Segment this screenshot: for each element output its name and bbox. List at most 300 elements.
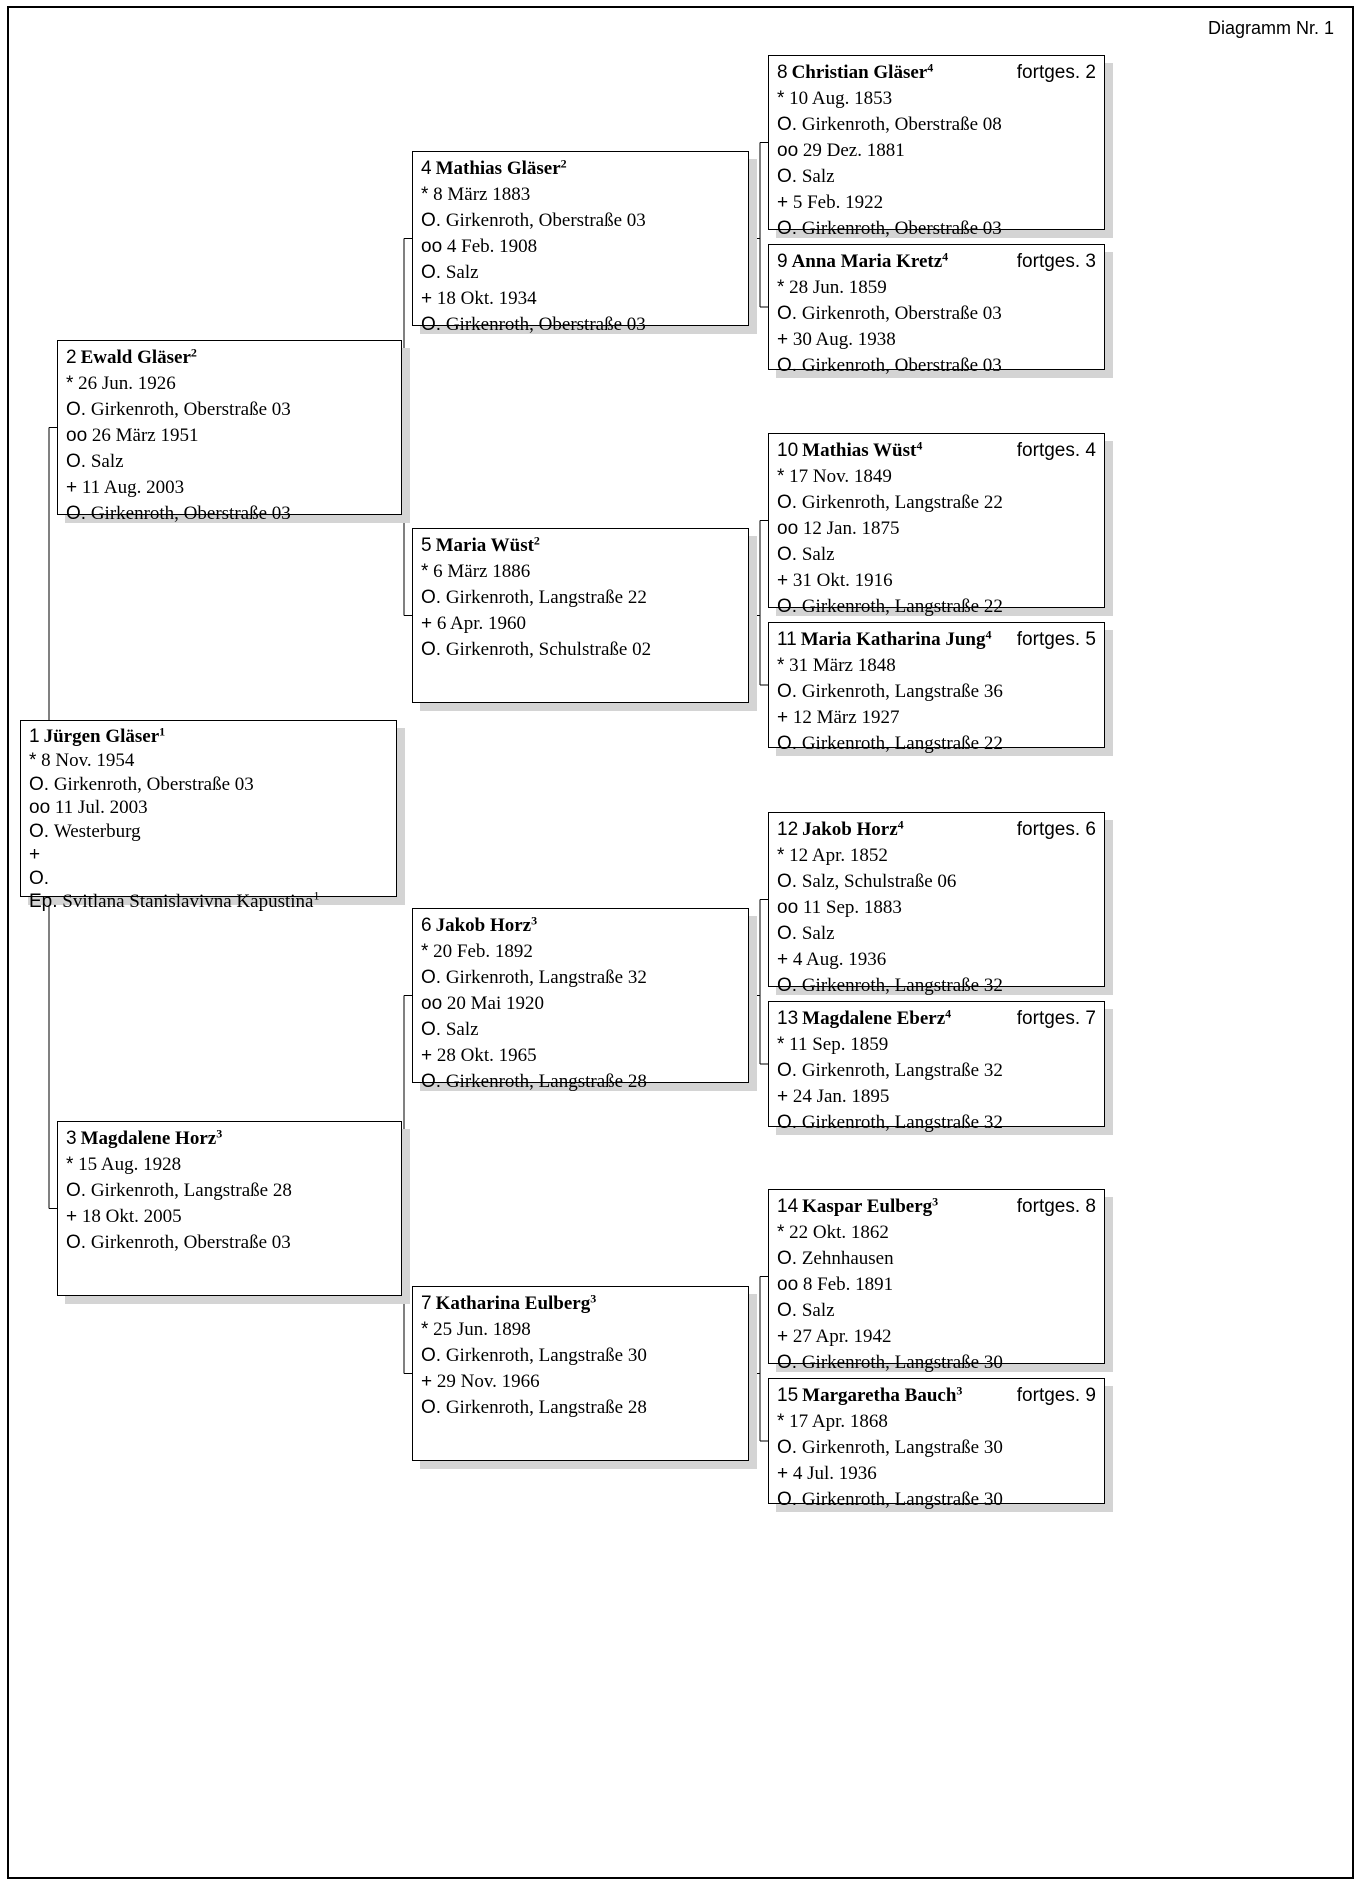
fact-value: Salz — [445, 1019, 479, 1040]
fact-symbol: O. — [421, 967, 442, 988]
person-header — [421, 534, 740, 559]
fact-value: 31 März 1848 — [789, 655, 896, 676]
fact-symbol: O. — [777, 1352, 798, 1373]
fact-value: Zehnhausen — [801, 1248, 894, 1269]
person-fact-row — [66, 1152, 393, 1178]
fact-symbol: O. — [66, 1232, 87, 1253]
fact-symbol: O. — [421, 210, 442, 231]
fact-value: Girkenroth, Langstraße 32 — [801, 975, 1003, 996]
person-name: Mathias Gläser — [435, 158, 561, 179]
fact-symbol: O. — [421, 1397, 442, 1418]
person-fact-row — [66, 449, 393, 475]
person-fact-row — [777, 353, 1096, 379]
fact-symbol: * — [777, 1222, 785, 1243]
person-header — [777, 818, 1096, 843]
person-fact-row — [66, 397, 393, 423]
fact-symbol: O. — [777, 1060, 798, 1081]
fact-symbol: O. — [421, 1071, 442, 1092]
fact-value: Girkenroth, Langstraße 30 — [801, 1437, 1003, 1458]
person-box-4 — [412, 151, 749, 335]
fact-symbol: O. — [777, 871, 798, 892]
person-fact-row — [777, 653, 1096, 679]
person-fact-row — [421, 939, 740, 965]
fact-symbol: O. — [29, 867, 50, 889]
fact-symbol: O. — [777, 1248, 798, 1269]
fact-symbol: + — [421, 288, 433, 309]
person-name: Anna Maria Kretz — [791, 251, 943, 272]
person-name: Jürgen Gläser — [43, 726, 160, 747]
fact-symbol: O. — [777, 596, 798, 617]
fact-symbol: * — [66, 1154, 74, 1175]
fact-symbol: + — [66, 1206, 78, 1227]
fact-symbol: O. — [66, 503, 87, 524]
fact-symbol: O. — [421, 587, 442, 608]
source-reference: 3 — [216, 1126, 223, 1141]
source-reference: 3 — [956, 1383, 963, 1398]
person-fact-row — [421, 260, 740, 286]
person-header — [777, 61, 1096, 86]
fact-symbol: + — [777, 1086, 789, 1107]
person-number: 9 — [777, 251, 788, 272]
fact-symbol: * — [777, 845, 785, 866]
person-fact-row — [777, 1084, 1096, 1110]
fact-value: 12 Jan. 1875 — [802, 518, 900, 539]
person-fact-row — [777, 1220, 1096, 1246]
fact-symbol: oo — [777, 518, 799, 539]
fact-symbol: O. — [777, 355, 798, 376]
person-number: 11 — [777, 629, 797, 650]
fact-value: 10 Aug. 1853 — [789, 88, 893, 109]
person-name: Magdalene Eberz — [802, 1008, 946, 1029]
person-fact-row — [777, 947, 1096, 973]
person-fact-row — [421, 1395, 740, 1421]
continuation-reference: fortges. 4 — [1016, 440, 1096, 461]
fact-value: 30 Aug. 1938 — [792, 329, 896, 350]
person-header — [777, 628, 1096, 653]
fact-symbol: O. — [777, 166, 798, 187]
person-fact-row — [777, 1246, 1096, 1272]
fact-value: Girkenroth, Langstraße 32 — [801, 1112, 1003, 1133]
fact-symbol: + — [777, 1326, 789, 1347]
fact-symbol: Ep. — [29, 891, 58, 912]
person-number: 15 — [777, 1385, 799, 1406]
person-fact-row — [29, 773, 388, 797]
fact-value: 6 Apr. 1960 — [436, 613, 527, 634]
fact-value: 24 Jan. 1895 — [792, 1086, 890, 1107]
person-fact-row — [421, 208, 740, 234]
person-fact-row — [421, 1317, 740, 1343]
person-fact-row — [777, 542, 1096, 568]
person-fact-row — [421, 991, 740, 1017]
person-fact-row — [421, 234, 740, 260]
fact-symbol: * — [421, 941, 429, 962]
fact-value: 8 März 1883 — [433, 184, 531, 205]
fact-symbol: oo — [421, 993, 443, 1014]
fact-symbol: O. — [777, 114, 798, 135]
person-fact-row — [777, 921, 1096, 947]
person-header — [421, 157, 740, 182]
source-reference: 2 — [560, 156, 567, 171]
fact-value: Girkenroth, Langstraße 22 — [801, 596, 1003, 617]
fact-value: 20 Mai 1920 — [446, 993, 544, 1014]
fact-symbol: O. — [66, 1180, 87, 1201]
person-header — [777, 1007, 1096, 1032]
fact-symbol: O. — [777, 492, 798, 513]
person-number: 13 — [777, 1008, 799, 1029]
fact-symbol: O. — [421, 1019, 442, 1040]
person-fact-row — [777, 1409, 1096, 1435]
fact-symbol: O. — [777, 975, 798, 996]
person-number: 2 — [66, 347, 77, 368]
continuation-reference: fortges. 7 — [1016, 1008, 1096, 1029]
fact-symbol: * — [421, 1319, 429, 1340]
person-fact-row — [421, 1069, 740, 1095]
person-fact-row — [777, 164, 1096, 190]
person-box-6 — [412, 908, 749, 1092]
fact-value: Salz, Schulstraße 06 — [801, 871, 957, 892]
fact-value: Girkenroth, Oberstraße 03 — [90, 399, 291, 420]
person-fact-row — [66, 1178, 393, 1204]
fact-symbol: O. — [777, 218, 798, 239]
fact-symbol: oo — [29, 797, 51, 818]
person-fact-row — [421, 312, 740, 338]
fact-symbol: * — [777, 277, 785, 298]
person-header — [777, 1384, 1096, 1409]
fact-value: 26 Jun. 1926 — [78, 373, 176, 394]
fact-symbol: O. — [777, 923, 798, 944]
person-name: Margaretha Bauch — [802, 1385, 957, 1406]
source-reference: 3 — [932, 1194, 939, 1209]
person-fact-row — [777, 1032, 1096, 1058]
fact-symbol: O. — [29, 820, 50, 842]
person-fact-row — [29, 796, 388, 820]
person-fact-row — [421, 965, 740, 991]
person-box-1 — [20, 720, 397, 912]
person-name: Katharina Eulberg — [435, 1293, 591, 1314]
source-reference: 2 — [190, 345, 197, 360]
person-fact-row — [777, 568, 1096, 594]
fact-symbol: O. — [777, 544, 798, 565]
fact-symbol: oo — [421, 236, 443, 257]
person-name: Kaspar Eulberg — [802, 1196, 933, 1217]
person-fact-row — [29, 820, 388, 844]
fact-symbol: + — [777, 707, 789, 728]
person-fact-row — [421, 1043, 740, 1069]
fact-symbol: O. — [421, 262, 442, 283]
fact-symbol: + — [66, 477, 78, 498]
fact-symbol: O. — [777, 303, 798, 324]
person-box-11 — [768, 622, 1105, 754]
person-name: Jakob Horz — [802, 819, 898, 840]
person-fact-row — [29, 843, 388, 867]
person-fact-row — [421, 585, 740, 611]
fact-value: 17 Nov. 1849 — [789, 466, 892, 487]
fact-value: Svitlana Stanislavivna Kapustina — [62, 891, 314, 912]
person-header — [777, 1195, 1096, 1220]
fact-value: Girkenroth, Oberstraße 03 — [801, 303, 1002, 324]
fact-value: 31 Okt. 1916 — [792, 570, 893, 591]
person-number: 5 — [421, 535, 432, 556]
continuation-reference: fortges. 9 — [1016, 1385, 1096, 1406]
person-fact-row — [66, 371, 393, 397]
person-number: 12 — [777, 819, 799, 840]
person-header — [29, 726, 388, 749]
fact-symbol: + — [777, 329, 789, 350]
person-fact-row — [777, 1058, 1096, 1084]
source-reference: 1 — [159, 724, 166, 739]
fact-value: Girkenroth, Oberstraße 03 — [90, 1232, 291, 1253]
person-fact-row — [421, 559, 740, 585]
person-fact-row — [66, 501, 393, 527]
fact-value: 27 Apr. 1942 — [792, 1326, 892, 1347]
continuation-reference: fortges. 5 — [1016, 629, 1096, 650]
person-box-12 — [768, 812, 1105, 996]
person-fact-row — [777, 1487, 1096, 1513]
person-fact-row — [777, 594, 1096, 620]
fact-value: Salz — [801, 923, 835, 944]
person-name: Christian Gläser — [791, 62, 928, 83]
fact-symbol: * — [66, 373, 74, 394]
source-reference: 3 — [531, 913, 538, 928]
fact-value: 8 Nov. 1954 — [41, 750, 135, 771]
fact-value: 15 Aug. 1928 — [78, 1154, 182, 1175]
continuation-reference: fortges. 8 — [1016, 1196, 1096, 1217]
person-name: Maria Katharina Jung — [800, 629, 986, 650]
fact-value: 22 Okt. 1862 — [789, 1222, 889, 1243]
fact-value: 12 Apr. 1852 — [789, 845, 888, 866]
fact-value: 5 Feb. 1922 — [792, 192, 884, 213]
person-fact-row — [421, 1017, 740, 1043]
person-header — [777, 250, 1096, 275]
person-fact-row — [777, 190, 1096, 216]
fact-value: 11 Jul. 2003 — [54, 797, 148, 818]
person-box-14 — [768, 1189, 1105, 1373]
fact-symbol: oo — [777, 140, 799, 161]
fact-value: Girkenroth, Oberstraße 08 — [801, 114, 1002, 135]
person-fact-row — [421, 1343, 740, 1369]
fact-symbol: * — [777, 466, 785, 487]
person-fact-row — [29, 890, 388, 914]
fact-value: Girkenroth, Oberstraße 03 — [53, 773, 254, 795]
person-fact-row — [777, 138, 1096, 164]
fact-symbol: O. — [421, 1345, 442, 1366]
person-box-7 — [412, 1286, 749, 1461]
continuation-reference: fortges. 6 — [1016, 819, 1096, 840]
fact-value: 17 Apr. 1868 — [789, 1411, 888, 1432]
person-number: 3 — [66, 1128, 77, 1149]
person-fact-row — [777, 679, 1096, 705]
fact-value: Salz — [801, 544, 835, 565]
fact-symbol: O. — [421, 314, 442, 335]
person-box-9 — [768, 244, 1105, 376]
person-number: 7 — [421, 1293, 432, 1314]
fact-symbol: * — [421, 561, 429, 582]
fact-value: Salz — [445, 262, 479, 283]
person-name: Ewald Gläser — [80, 347, 191, 368]
fact-symbol: * — [777, 88, 785, 109]
person-fact-row — [777, 464, 1096, 490]
fact-value: Girkenroth, Langstraße 30 — [445, 1345, 647, 1366]
person-fact-row — [777, 112, 1096, 138]
fact-symbol: oo — [777, 897, 799, 918]
person-name: Jakob Horz — [435, 915, 532, 936]
fact-value: 4 Feb. 1908 — [446, 236, 538, 257]
fact-value: Westerburg — [53, 820, 141, 842]
fact-value: Girkenroth, Langstraße 30 — [801, 1489, 1003, 1510]
source-reference: 4 — [916, 438, 923, 453]
spouse-reference: 1 — [313, 888, 320, 903]
fact-symbol: * — [421, 184, 429, 205]
fact-value: Girkenroth, Langstraße 32 — [801, 1060, 1003, 1081]
person-fact-row — [421, 182, 740, 208]
person-fact-row — [777, 731, 1096, 757]
person-fact-row — [777, 275, 1096, 301]
fact-value: Girkenroth, Schulstraße 02 — [445, 639, 652, 660]
source-reference: 4 — [927, 60, 934, 75]
fact-symbol: O. — [777, 1489, 798, 1510]
person-fact-row — [421, 611, 740, 637]
fact-symbol: O. — [29, 773, 50, 795]
fact-symbol: O. — [777, 1300, 798, 1321]
person-box-3 — [57, 1121, 402, 1296]
fact-value: Girkenroth, Oberstraße 03 — [445, 314, 646, 335]
fact-value: 29 Nov. 1966 — [436, 1371, 540, 1392]
fact-symbol: oo — [777, 1274, 799, 1295]
fact-symbol: * — [777, 655, 785, 676]
fact-symbol: O. — [777, 681, 798, 702]
person-name: Magdalene Horz — [80, 1128, 217, 1149]
person-fact-row — [777, 1272, 1096, 1298]
fact-value: Girkenroth, Langstraße 28 — [445, 1397, 647, 1418]
person-fact-row — [777, 843, 1096, 869]
fact-symbol: O. — [66, 399, 87, 420]
source-reference: 4 — [942, 249, 949, 264]
fact-value: 4 Jul. 1936 — [792, 1463, 877, 1484]
fact-value: 18 Okt. 2005 — [81, 1206, 182, 1227]
person-fact-row — [66, 1204, 393, 1230]
person-header — [421, 1292, 740, 1317]
person-fact-row — [777, 516, 1096, 542]
person-fact-row — [777, 1324, 1096, 1350]
person-number: 4 — [421, 158, 432, 179]
fact-value: 29 Dez. 1881 — [802, 140, 905, 161]
diagram-page — [7, 6, 1354, 1879]
fact-symbol: O. — [777, 733, 798, 754]
fact-symbol: + — [777, 949, 789, 970]
fact-value: Girkenroth, Langstraße 22 — [445, 587, 647, 608]
person-fact-row — [29, 867, 388, 891]
fact-value: 28 Okt. 1965 — [436, 1045, 537, 1066]
person-number: 1 — [29, 726, 40, 747]
person-fact-row — [421, 1369, 740, 1395]
fact-symbol: * — [29, 750, 37, 771]
continuation-reference: fortges. 2 — [1016, 62, 1096, 83]
person-number: 14 — [777, 1196, 799, 1217]
person-number: 8 — [777, 62, 788, 83]
continuation-reference: fortges. 3 — [1016, 251, 1096, 272]
person-fact-row — [777, 705, 1096, 731]
fact-value: 8 Feb. 1891 — [802, 1274, 894, 1295]
fact-symbol: O. — [421, 639, 442, 660]
person-header — [421, 914, 740, 939]
fact-value: 26 März 1951 — [91, 425, 199, 446]
fact-value: Girkenroth, Langstraße 22 — [801, 492, 1003, 513]
person-fact-row — [777, 1350, 1096, 1376]
fact-symbol: + — [29, 844, 41, 865]
person-box-13 — [768, 1001, 1105, 1133]
fact-value: Salz — [801, 166, 835, 187]
person-fact-row — [66, 475, 393, 501]
fact-value: Girkenroth, Langstraße 28 — [90, 1180, 292, 1201]
person-fact-row — [777, 1435, 1096, 1461]
person-fact-row — [777, 301, 1096, 327]
source-reference: 4 — [945, 1006, 952, 1021]
person-fact-row — [777, 895, 1096, 921]
person-fact-row — [421, 286, 740, 312]
person-fact-row — [777, 1110, 1096, 1136]
person-box-10 — [768, 433, 1105, 617]
person-header — [66, 1127, 393, 1152]
fact-value: 6 März 1886 — [433, 561, 531, 582]
person-box-8 — [768, 55, 1105, 239]
source-reference: 4 — [985, 627, 992, 642]
fact-value: Girkenroth, Oberstraße 03 — [90, 503, 291, 524]
source-reference: 2 — [533, 533, 540, 548]
diagram-number-label: Diagramm Nr. 1 — [1207, 18, 1334, 38]
person-box-2 — [57, 340, 402, 524]
fact-value: Girkenroth, Oberstraße 03 — [801, 355, 1002, 376]
fact-symbol: O. — [66, 451, 87, 472]
person-fact-row — [29, 749, 388, 773]
fact-value: Girkenroth, Langstraße 32 — [445, 967, 647, 988]
person-fact-row — [777, 490, 1096, 516]
fact-symbol: * — [777, 1034, 785, 1055]
fact-symbol: O. — [777, 1437, 798, 1458]
fact-symbol: oo — [66, 425, 88, 446]
person-name: Maria Wüst — [435, 535, 534, 556]
fact-value: 20 Feb. 1892 — [433, 941, 533, 962]
fact-symbol: * — [777, 1411, 785, 1432]
fact-value: 11 Sep. 1859 — [789, 1034, 889, 1055]
fact-value: 4 Aug. 1936 — [792, 949, 887, 970]
fact-value: 11 Aug. 2003 — [81, 477, 185, 498]
person-box-15 — [768, 1378, 1105, 1510]
person-box-5 — [412, 528, 749, 703]
person-number: 10 — [777, 440, 799, 461]
fact-symbol: + — [421, 613, 433, 634]
person-fact-row — [777, 1461, 1096, 1487]
fact-symbol: + — [777, 1463, 789, 1484]
person-number: 6 — [421, 915, 432, 936]
fact-value: 25 Jun. 1898 — [433, 1319, 531, 1340]
fact-value: Girkenroth, Langstraße 36 — [801, 681, 1003, 702]
fact-value: 28 Jun. 1859 — [789, 277, 887, 298]
fact-value: Salz — [90, 451, 124, 472]
fact-symbol: + — [777, 192, 789, 213]
person-name: Mathias Wüst — [802, 440, 917, 461]
source-reference: 4 — [897, 817, 904, 832]
fact-value: Salz — [801, 1300, 835, 1321]
fact-value: 18 Okt. 1934 — [436, 288, 537, 309]
person-fact-row — [777, 869, 1096, 895]
person-fact-row — [777, 327, 1096, 353]
fact-value: 11 Sep. 1883 — [802, 897, 902, 918]
person-header — [66, 346, 393, 371]
fact-value: Girkenroth, Langstraße 30 — [801, 1352, 1003, 1373]
fact-symbol: + — [777, 570, 789, 591]
person-fact-row — [777, 216, 1096, 242]
fact-symbol: + — [421, 1045, 433, 1066]
